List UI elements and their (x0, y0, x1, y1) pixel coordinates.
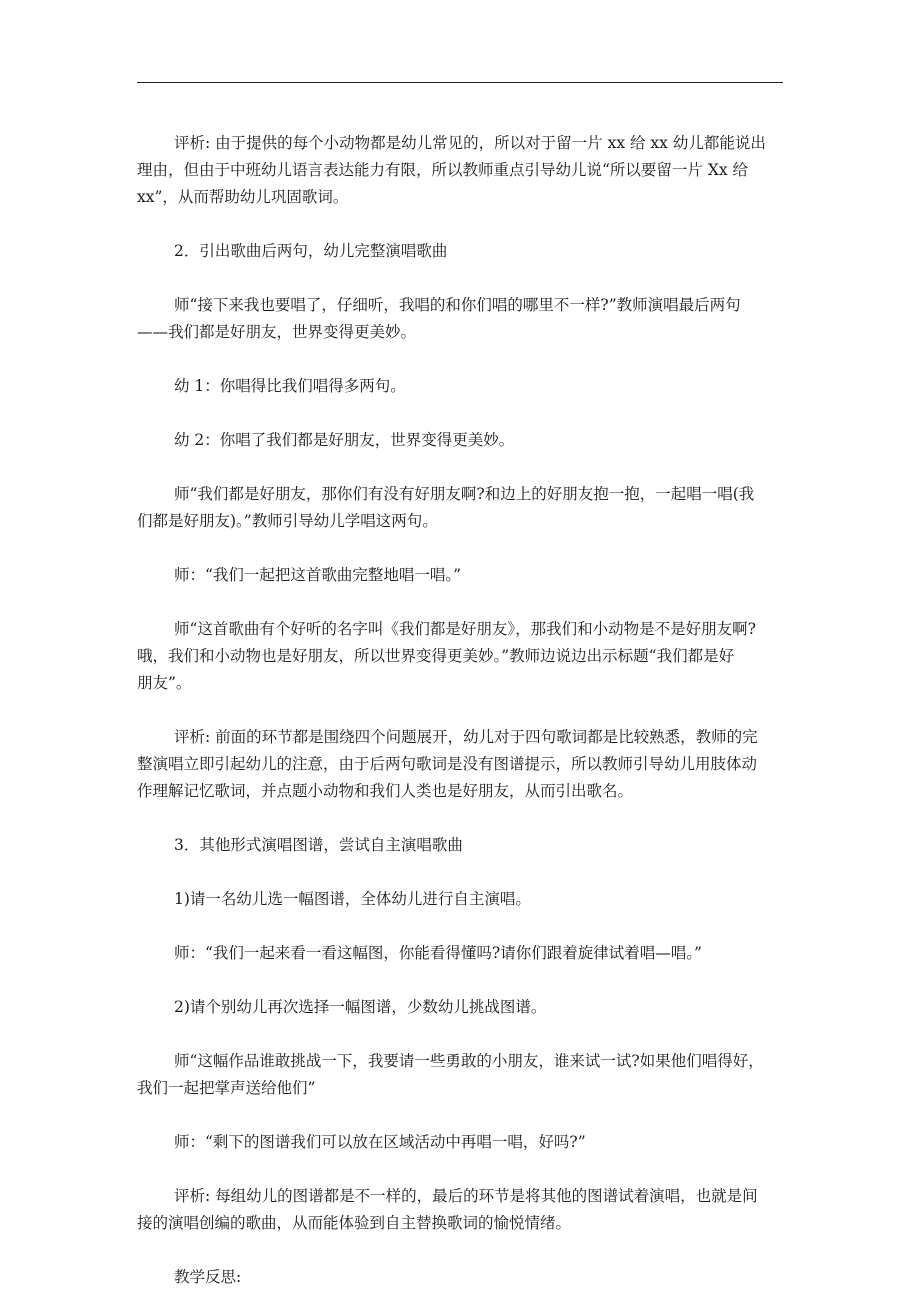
text-line: 师“这首歌曲有个好听的名字叫《我们都是好朋友》，那我们和小动物是不是好朋友啊? (174, 620, 756, 638)
paragraph-step-1 (137, 886, 783, 913)
paragraph-teacher-1 (137, 292, 783, 346)
text-line: 评析: 前面的环节都是围绕四个问题展开，幼儿对于四句歌词都是比较熟悉，教师的完 (174, 728, 758, 746)
text-line: 我们一起把掌声送给他们” (137, 1079, 316, 1097)
section-heading-2 (137, 238, 783, 265)
paragraph-analysis-1 (137, 130, 783, 211)
paragraph-analysis-3 (137, 1183, 783, 1237)
paragraph-teacher-3 (137, 562, 783, 589)
text-line: ——我们都是好朋友，世界变得更美妙。 (137, 323, 417, 341)
text-line: 接的演唱创编的歌曲，从而能体验到自主替换歌词的愉悦情绪。 (137, 1214, 572, 1232)
text-line: 幼 1：你唱得比我们唱得多两句。 (174, 377, 406, 395)
text-line: 2．引出歌曲后两句，幼儿完整演唱歌曲 (174, 242, 448, 260)
paragraph-teacher-5 (137, 940, 783, 967)
paragraph-teacher-4 (137, 616, 783, 697)
paragraph-child-2 (137, 427, 783, 454)
paragraph-analysis-2 (137, 724, 783, 805)
paragraph-step-2 (137, 994, 783, 1021)
text-line: 幼 2：你唱了我们都是好朋友，世界变得更美妙。 (174, 431, 515, 449)
section-heading-reflection (137, 1264, 783, 1291)
text-line: 师“这幅作品谁敢挑战一下，我要请一些勇敢的小朋友，谁来试一试?如果他们唱得好， (174, 1052, 764, 1070)
text-line: 师：“剩下的图谱我们可以放在区域活动中再唱一唱，好吗?” (174, 1133, 586, 1151)
text-line: 2)请个别幼儿再次选择一幅图谱，少数幼儿挑战图谱。 (174, 998, 547, 1016)
text-line: 师：“我们一起把这首歌曲完整地唱一唱。” (174, 566, 462, 584)
text-line: 师“接下来我也要唱了，仔细听，我唱的和你们唱的哪里不一样?”教师演唱最后两句 (174, 296, 741, 314)
text-line: 评析: 由于提供的每个小动物都是幼儿常见的，所以对于留一片 xx 给 xx 幼儿都能说出 (174, 134, 766, 152)
text-line: xx”，从而帮助幼儿巩固歌词。 (137, 188, 349, 206)
text-line: 们都是好朋友)。”教师引导幼儿学唱这两句。 (137, 512, 438, 530)
text-line: 整演唱立即引起幼儿的注意，由于后两句歌词是没有图谱提示，所以教师引导幼儿用肢体动 (137, 755, 758, 773)
text-line: 师：“我们一起来看一看这幅图，你能看得懂吗?请你们跟着旋律试着唱—唱。” (174, 944, 702, 962)
header-rule (137, 82, 783, 83)
paragraph-teacher-2 (137, 481, 783, 535)
text-line: 作理解记忆歌词，并点题小动物和我们人类也是好朋友，从而引出歌名。 (137, 782, 634, 800)
text-line: 哦，我们和小动物也是好朋友，所以世界变得更美妙。”教师边说边出示标题“我们都是好 (137, 647, 735, 665)
text-line: 理由，但由于中班幼儿语言表达能力有限，所以教师重点引导幼儿说“所以要留一片 Xx 给 (137, 161, 749, 179)
paragraph-teacher-6 (137, 1048, 783, 1102)
text-line: 1)请一名幼儿选一幅图谱，全体幼儿进行自主演唱。 (174, 890, 531, 908)
document-body (137, 130, 783, 1291)
section-heading-3 (137, 832, 783, 859)
text-line: 3．其他形式演唱图谱，尝试自主演唱歌曲 (174, 836, 463, 854)
text-line: 教学反思: (174, 1268, 242, 1286)
text-line: 评析: 每组幼儿的图谱都是不一样的，最后的环节是将其他的图谱试着演唱，也就是间 (174, 1187, 758, 1205)
text-line: 师“我们都是好朋友，那你们有没有好朋友啊?和边上的好朋友抱一抱，一起唱一唱(我 (174, 485, 755, 503)
paragraph-child-1 (137, 373, 783, 400)
paragraph-teacher-7 (137, 1129, 783, 1156)
text-line: 朋友”。 (137, 674, 192, 692)
